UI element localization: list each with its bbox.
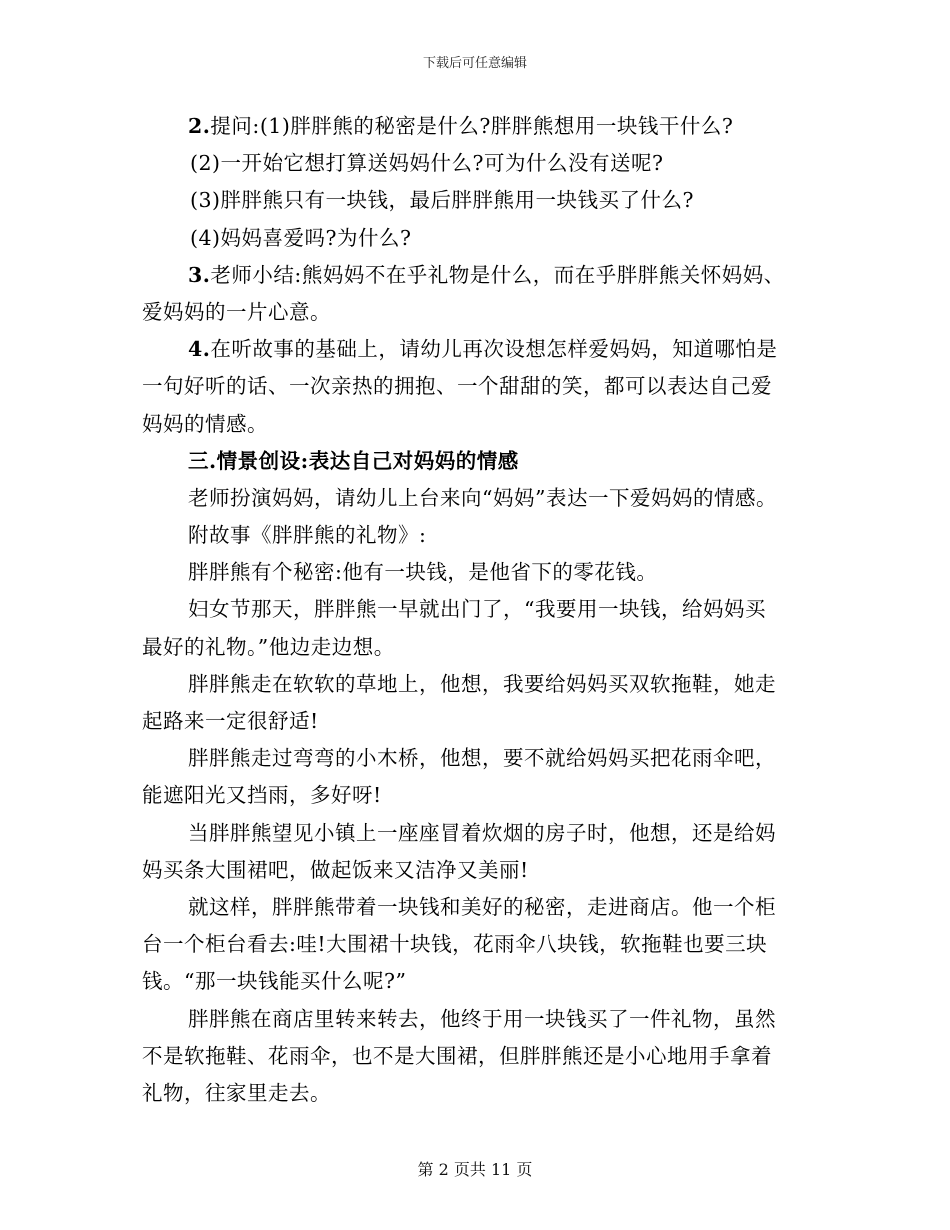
list-number: 3. [188, 262, 211, 287]
paragraph-line: (4)妈妈喜爱吗?为什么? [190, 225, 412, 250]
paragraph-line: (2)一开始它想打算送妈妈什么?可为什么没有送呢? [190, 151, 664, 176]
paragraph-line: 礼物，往家里走去。 [142, 1080, 331, 1105]
paragraph-line: 2.提问:(1)胖胖熊的秘密是什么?胖胖熊想用一块钱干什么? [188, 114, 734, 138]
paragraph-line: 胖胖熊有个秘密:他有一块钱，是他省下的零花钱。 [188, 560, 658, 585]
document-body [142, 108, 808, 1112]
paragraph-line: 妈妈的情感。 [142, 411, 268, 436]
paragraph-line: 妈买条大围裙吧，做起饭来又洁净又美丽! [142, 857, 529, 882]
list-number: 2. [188, 114, 211, 138]
paragraph-line: 4.在听故事的基础上，请幼儿再次设想怎样爱妈妈，知道哪怕是 [188, 337, 778, 362]
paragraph-line: 附故事《胖胖熊的礼物》: [188, 523, 427, 548]
paragraph-line: 不是软拖鞋、花雨伞，也不是大围裙，但胖胖熊还是小心地用手拿着 [142, 1043, 772, 1068]
paragraph-line: 起路来一定很舒适! [142, 709, 319, 733]
section-heading: 三.情景创设:表达自己对妈妈的情感 [188, 448, 519, 473]
paragraph-line: (3)胖胖熊只有一块钱，最后胖胖熊用一块钱买了什么? [190, 188, 695, 213]
paragraph-line: 老师扮演妈妈，请幼儿上台来向“妈妈”表达一下爱妈妈的情感。 [188, 485, 777, 510]
paragraph-line: 就这样，胖胖熊带着一块钱和美好的秘密，走进商店。他一个柜 [188, 894, 776, 919]
paragraph-line: 钱。“那一块钱能买什么呢?” [142, 969, 407, 994]
paragraph-line: 能遮阳光又挡雨，多好呀! [142, 783, 382, 808]
paragraph-line: 妇女节那天，胖胖熊一早就出门了，“我要用一块钱，给妈妈买 [188, 597, 766, 622]
paragraph-line: 胖胖熊走过弯弯的小木桥，他想，要不就给妈妈买把花雨伞吧， [188, 746, 776, 771]
paragraph-line: 爱妈妈的一片心意。 [142, 299, 331, 324]
paragraph-line: 3.老师小结:熊妈妈不在乎礼物是什么，而在乎胖胖熊关怀妈妈、 [188, 262, 785, 287]
list-number: 4. [188, 337, 211, 362]
page-footer: 第 2 页共 11 页 [417, 1160, 533, 1179]
paragraph-line: 胖胖熊走在软软的草地上，他想，我要给妈妈买双软拖鞋，她走 [188, 671, 776, 696]
paragraph-line: 一句好听的话、一次亲热的拥抱、一个甜甜的笑，都可以表达自己爱 [142, 374, 772, 399]
paragraph-line: 台一个柜台看去:哇!大围裙十块钱，花雨伞八块钱，软拖鞋也要三块 [142, 932, 768, 957]
paragraph-line: 当胖胖熊望见小镇上一座座冒着炊烟的房子时，他想，还是给妈 [188, 820, 776, 845]
page-header: 下载后可任意编辑 [422, 56, 527, 71]
paragraph-line: 胖胖熊在商店里转来转去，他终于用一块钱买了一件礼物，虽然 [188, 1006, 776, 1031]
paragraph-line: 最好的礼物。”他边走边想。 [142, 634, 395, 659]
